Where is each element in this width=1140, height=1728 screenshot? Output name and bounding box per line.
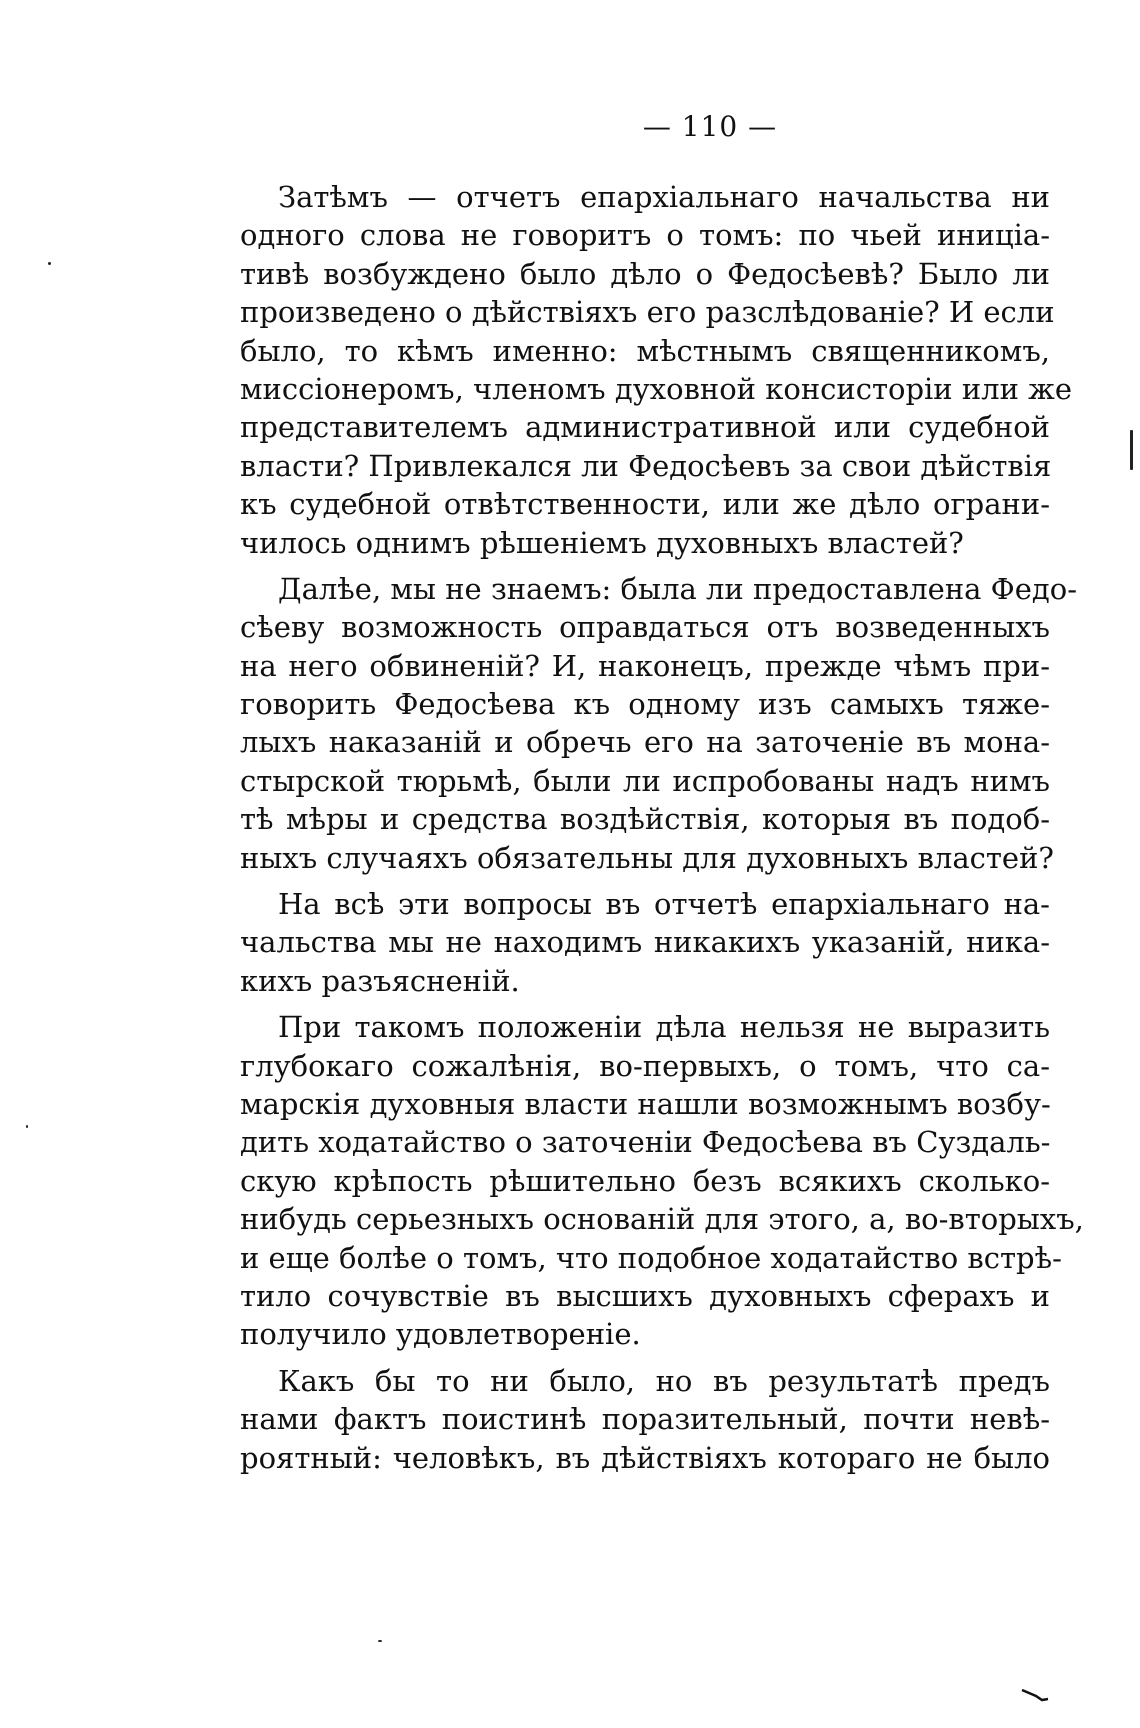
paragraph	[240, 570, 1078, 877]
text-line: получило удовлетвореніе.	[240, 1317, 641, 1352]
text-line: лыхъ наказаній и обречь его на заточеніе въ мона-	[240, 725, 1050, 760]
text-line: Какъ бы то ни было, но въ результатѣ предъ	[278, 1363, 1050, 1398]
text-line: марскія духовныя власти нашли возможнымъ возбу-	[240, 1086, 1051, 1121]
text-line: Далѣе, мы не знаемъ: была ли предоставлена Федо-	[278, 571, 1078, 606]
text-line: на него обвиненій? И, наконецъ, прежде чѣмъ при-	[240, 648, 1050, 683]
text-line: было, то кѣмъ именно: мѣстнымъ священникомъ,	[240, 333, 1050, 368]
paragraph	[240, 1008, 1084, 1354]
text-line: Затѣмъ — отчетъ епархіальнаго начальства ни	[278, 180, 1050, 214]
scan-speck	[1130, 430, 1133, 470]
text-line: кихъ разъясненій.	[240, 963, 520, 998]
text-line: чальства мы не находимъ никакихъ указаній, ника-	[240, 925, 1050, 960]
text-line: При такомъ положеніи дѣла нельзя не выразить	[278, 1010, 1050, 1045]
text-line: тѣ мѣры и средства воздѣйствія, которыя въ подоб-	[240, 802, 1050, 837]
text-line: тило сочувствіе въ высшихъ духовныхъ сферахъ и	[240, 1278, 1050, 1313]
text-line: одного слова не говоритъ о томъ: по чьей иниціа-	[240, 218, 1050, 253]
text-line: сѣеву возможность оправдаться отъ возведенныхъ	[240, 610, 1050, 645]
text-line: нами фактъ поистинѣ поразительный, почти невѣ-	[240, 1402, 1050, 1437]
paragraph	[240, 178, 1072, 562]
text-line: На всѣ эти вопросы въ отчетѣ епархіальнаго на-	[278, 887, 1050, 922]
text-line: произведено о дѣйствіяхъ его разслѣдованіе? И если	[240, 295, 1055, 330]
text-line: и еще болѣе о томъ, что подобное ходатайство встрѣ-	[240, 1240, 1062, 1275]
paragraph	[240, 1362, 1050, 1477]
text-line: скую крѣпость рѣшительно безъ всякихъ сколько-	[240, 1163, 1050, 1198]
scan-mark	[1020, 1688, 1050, 1702]
text-line: къ судебной отвѣтственности, или же дѣло ограни-	[240, 487, 1050, 522]
text-line: миссіонеромъ, членомъ духовной консисторіи или же	[240, 371, 1072, 406]
text-line: тивѣ возбуждено было дѣло о Федосѣевѣ? Было ли	[240, 256, 1050, 291]
paragraph	[240, 885, 1050, 1000]
scan-speck	[48, 262, 51, 265]
text-line: представителемъ административной или судебной	[240, 410, 1050, 445]
text-line: стырской тюрьмѣ, были ли испробованы надъ нимъ	[240, 763, 1050, 798]
text-line: нибудь серьезныхъ основаній для этого, а, во-вторыхъ,	[240, 1202, 1084, 1237]
body-text	[240, 178, 1084, 1477]
text-line: роятный: человѣкъ, въ дѣйствіяхъ котораго не было	[240, 1440, 1050, 1475]
text-line: ныхъ случаяхъ обязательны для духовныхъ властей?	[240, 840, 1054, 875]
text-line: глубокаго сожалѣнія, во-первыхъ, о томъ, что са-	[240, 1048, 1050, 1083]
scan-speck	[378, 1640, 382, 1642]
scan-speck	[26, 1125, 28, 1128]
text-line: говорить Федосѣева къ одному изъ самыхъ тяже-	[240, 687, 1050, 722]
text-line: дить ходатайство о заточеніи Федосѣева въ Суздаль-	[240, 1125, 1051, 1160]
text-line: чилось однимъ рѣшеніемъ духовныхъ властей?	[240, 525, 964, 560]
page-number: — 110 —	[642, 110, 778, 143]
text-line: власти? Привлекался ли Федосѣевъ за свои дѣйствія	[240, 448, 1052, 483]
